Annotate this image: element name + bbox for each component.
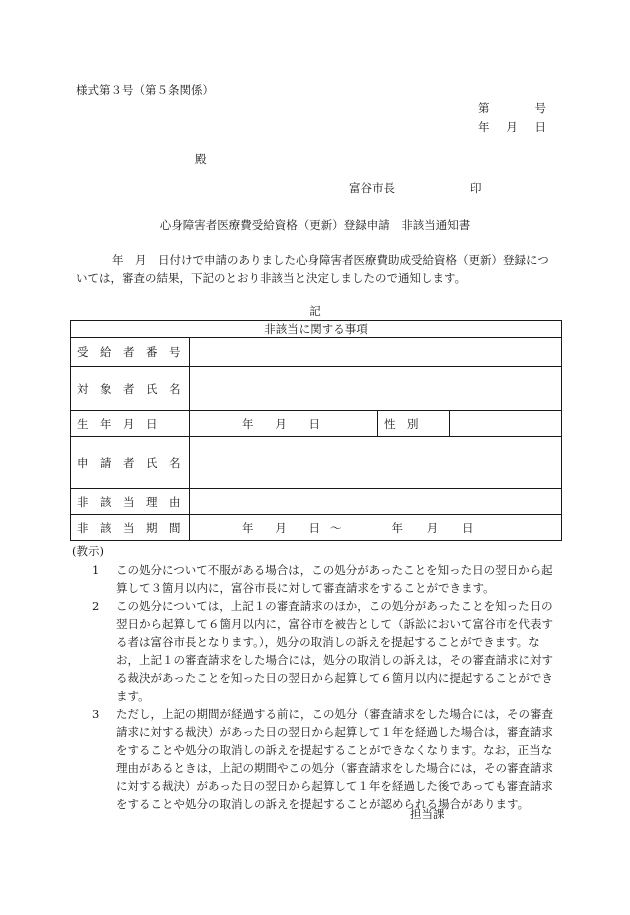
info-table [70,320,562,541]
birth-date-label [71,411,190,437]
table-row [71,437,562,489]
table-header-row [71,321,562,338]
period-end-day: 日 [462,520,474,535]
note-text: ただし，上記の期間が経過する前に，この処分（審査請求をした場合には，その審査請求に対する裁決）があった日の翌日から起算して１年を経過した場合は，審査請求をすることや処分の取消しの訴えを提起することができなくなります。なお，正当な理由があるときは，上記の期間やこの処分（審査請求をした場合には，その審査請求に対する裁決）があった日の翌日から起算して１年を経過した後であっても審査請求をすることや処分の取消しの訴えを提起することが認められる場合があります。 [116,707,553,811]
period-start-month: 月 [275,520,287,535]
period-label [71,515,190,541]
period-start-year: 年 [242,520,254,535]
number-suffix: 号 [534,101,546,115]
list-item [76,705,554,813]
sex-label-text: 性 別 [384,416,419,431]
birth-year: 年 [242,416,254,431]
date-year: 年 [478,120,490,134]
department-in-charge: 担当課 [410,807,445,821]
list-item [76,561,554,597]
recipient-number-label-text: 受 給 者 番 号 [77,345,181,359]
reason-value [190,489,562,515]
table-header: 非該当に関する事項 [71,321,562,338]
table-row [71,338,562,367]
birth-day: 日 [308,416,320,431]
recipient-number-label [71,338,190,367]
reason-label-text: 非 該 当 理 由 [77,494,181,509]
target-name-label [71,367,190,411]
notes-list [76,561,554,813]
applicant-name-label [71,437,190,489]
document-title: 心身障害者医療費受給資格（更新）登録申請 非該当通知書 [159,218,471,232]
addressee: 殿 [195,152,207,166]
list-item [76,597,554,705]
period-value [190,515,562,541]
form-number: 様式第３号（第５条関係） [76,83,214,97]
table-row [71,411,562,437]
recipient-number-value [190,338,562,367]
note-number: 3 [92,707,100,721]
reason-label [71,489,190,515]
document-number [478,103,546,115]
seal-mark: 印 [470,181,482,195]
birth-date-value [190,411,378,437]
applicant-name-label-text: 申 請 者 氏 名 [77,455,181,470]
date-month: 月 [506,120,518,134]
table-row [71,489,562,515]
notes-title: (教示) [72,544,104,558]
sex-label [378,411,450,437]
table-row [71,367,562,411]
note-text: この処分については，上記１の審査請求のほか，この処分があったことを知った日の翌日から起算して６箇月以内に，富谷市を被告として（訴訟において富谷市を代表する者は富谷市長となります。），処分の取消しの訴えを提起することができます。なお，上記１の審査請求をした場合には，処分の取消しの訴えは，その審査請求に対する裁決があったことを知った日の翌日から起算して６箇月以内に提起することができます。 [116,599,553,703]
number-prefix: 第 [478,101,490,115]
sex-value [450,411,562,437]
ki-heading: 記 [309,304,321,318]
period-end-month: 月 [426,520,439,535]
body-text: 年 月 日付けで申請のありました心身障害者医療費助成受給資格（更新）登録については，審査の結果，下記のとおり非該当と決定しましたので通知します。 [76,253,549,285]
period-tilde: 〜 [330,520,342,535]
target-name-label-text: 対 象 者 氏 名 [77,381,181,396]
period-end-year: 年 [391,520,403,535]
note-text: この処分について不服がある場合は，この処分があったことを知った日の翌日から起算して３箇月以内に，富谷市長に対して審査請求をすることができます。 [116,563,553,595]
date-day: 日 [534,120,546,134]
sender: 富谷市長 [349,181,395,195]
birth-month: 月 [275,416,287,431]
table-row [71,515,562,541]
applicant-name-value [190,437,562,489]
birth-date-label-text: 生 年 月 日 [77,416,158,431]
period-start-day: 日 [308,520,320,535]
note-number: 1 [92,563,100,577]
period-label-text: 非 該 当 期 間 [77,520,181,535]
note-number: 2 [92,599,100,613]
issue-date [478,122,546,134]
target-name-value [190,367,562,411]
